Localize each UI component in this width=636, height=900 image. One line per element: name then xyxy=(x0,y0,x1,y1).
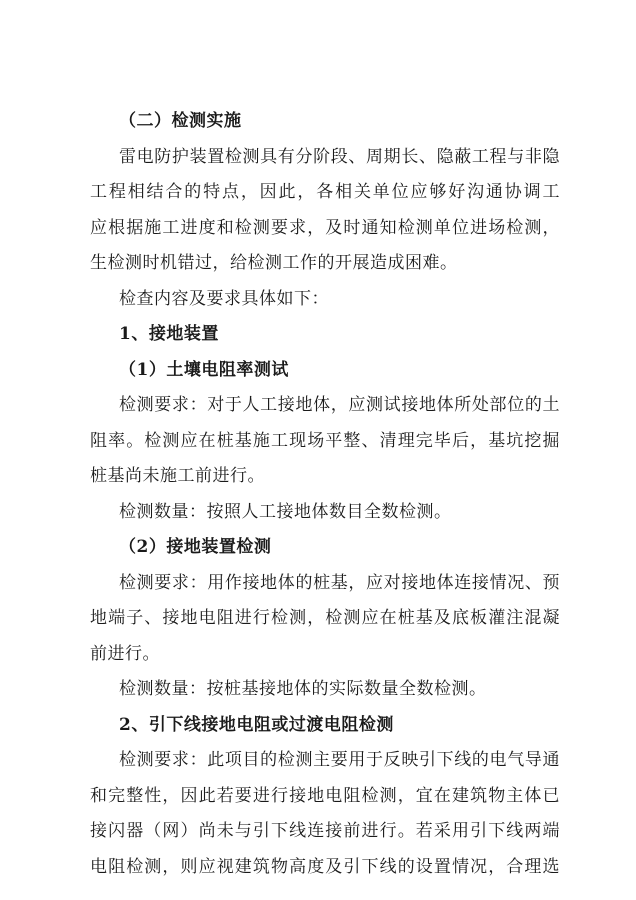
subsubsection-heading: （2）接地装置检测 xyxy=(119,537,272,557)
subsection-heading: 1、接地装置 xyxy=(119,324,219,344)
paragraph-line: 检查内容及要求具体如下： xyxy=(119,288,329,309)
section-heading: （二）检测实施 xyxy=(119,111,242,131)
paragraph-line: 桩基尚未施工前进行。 xyxy=(90,466,265,486)
paragraph-line: 阻率。检测应在桩基施工现场平整、清理完毕后，基坑挖掘 xyxy=(90,430,560,451)
paragraph-line: 检测数量：按照人工接地体数目全数检测。 xyxy=(119,501,452,522)
paragraph-line: 地端子、接地电阻进行检测，检测应在桩基及底板灌注混凝 xyxy=(90,608,560,628)
paragraph-line: 雷电防护装置检测具有分阶段、周期长、隐蔽工程与非隐 xyxy=(119,146,560,167)
paragraph-line: 工程相结合的特点，因此，各相关单位应够好沟通协调工 xyxy=(90,182,560,202)
subsection-heading: 2、引下线接地电阻或过渡电阻检测 xyxy=(119,714,394,735)
document-page xyxy=(90,110,560,891)
paragraph-line: 生检测时机错过，给检测工作的开展造成困难。 xyxy=(90,253,458,273)
paragraph-line: 前进行。 xyxy=(90,643,160,664)
paragraph-line: 检测要求：此项目的检测主要用于反映引下线的电气导通 xyxy=(119,750,560,770)
paragraph-line: 检测要求：用作接地体的桩基，应对接地体连接情况、预 xyxy=(119,572,560,593)
paragraph-line: 检测数量：按桩基接地体的实际数量全数检测。 xyxy=(119,679,487,699)
paragraph-line: 和完整性，因此若要进行接地电阻检测，宜在建筑物主体已 xyxy=(90,785,560,806)
paragraph-line: 应根据施工进度和检测要求，及时通知检测单位进场检测， xyxy=(90,217,560,238)
subsubsection-heading: （1）土壤电阻率测试 xyxy=(119,359,289,380)
paragraph-line: 电阻检测，则应视建筑物高度及引下线的设置情况，合理选 xyxy=(90,856,560,877)
paragraph-line: 接闪器（网）尚未与引下线连接前进行。若采用引下线两端 xyxy=(90,821,560,841)
paragraph-line: 检测要求：对于人工接地体，应测试接地体所处部位的土 xyxy=(119,395,560,415)
